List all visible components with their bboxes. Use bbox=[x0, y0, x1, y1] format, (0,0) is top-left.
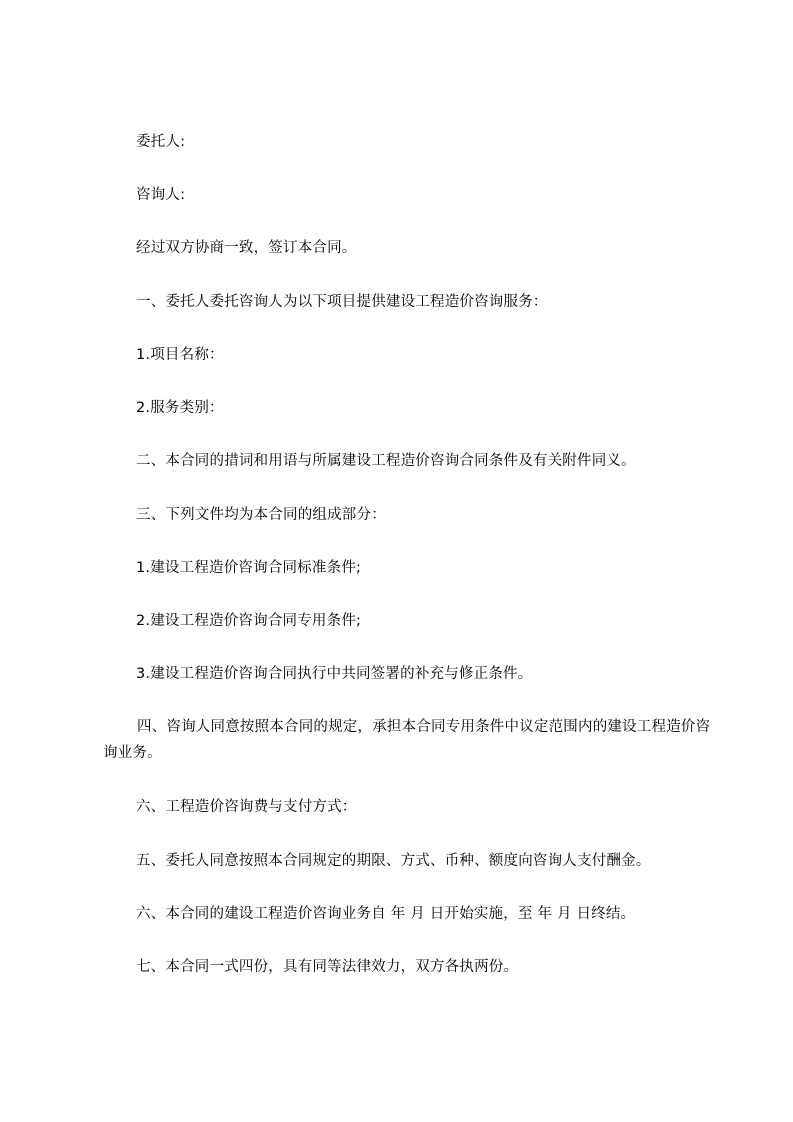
document-item-3: 3.建设工程造价咨询合同执行中共同签署的补充与修正条件。 bbox=[136, 666, 533, 682]
clause-2: 二、本合同的措词和用语与所属建设工程造价咨询合同条件及有关附件同义。 bbox=[136, 453, 636, 469]
project-name-item: 1.项目名称： bbox=[136, 347, 224, 363]
document-item-2: 2.建设工程造价咨询合同专用条件; bbox=[136, 613, 362, 629]
clause-1-heading: 一、委托人委托咨询人为以下项目提供建设工程造价咨询服务： bbox=[136, 294, 548, 310]
consultant-label: 咨询人: bbox=[136, 187, 186, 203]
service-category-item: 2.服务类别： bbox=[136, 400, 224, 416]
clause-6-term: 六、本合同的建设工程造价咨询业务自 年 月 日开始实施，至 年 月 日终结。 bbox=[136, 906, 636, 922]
clause-7: 七、本合同一式四份，具有同等法律效力，双方各执两份。 bbox=[136, 959, 519, 975]
clause-5: 五、委托人同意按照本合同规定的期限、方式、币种、额度向咨询人支付酬金。 bbox=[136, 853, 651, 869]
fee-payment-heading: 六、工程造价咨询费与支付方式： bbox=[136, 799, 357, 815]
clause-4: 四、咨询人同意按照本合同的规定，承担本合同专用条件中议定范围内的建设工程造价咨询业务。 bbox=[103, 719, 711, 761]
agreement-intro: 经过双方协商一致，签订本合同。 bbox=[136, 240, 357, 256]
clause-3-heading: 三、下列文件均为本合同的组成部分： bbox=[136, 507, 386, 523]
document-item-1: 1.建设工程造价咨询合同标准条件; bbox=[136, 560, 362, 576]
client-label: 委托人: bbox=[136, 134, 186, 150]
